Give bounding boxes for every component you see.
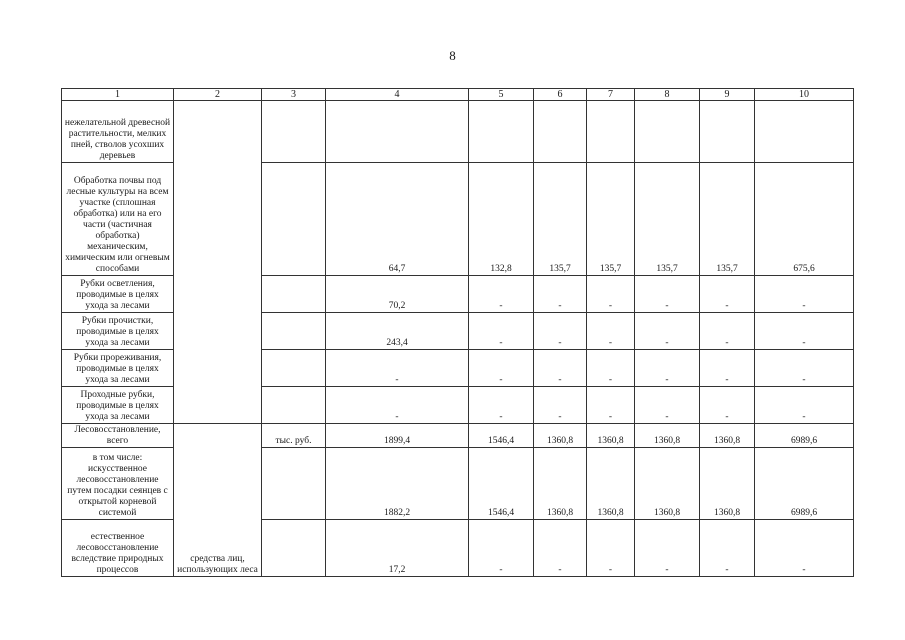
table-row (62, 424, 854, 448)
value-cell: - (469, 313, 534, 350)
value-cell: 1360,8 (587, 424, 635, 448)
row-name: Рубки прореживания, проводимые в целях ухода за лесами (62, 350, 174, 387)
source-cell: средства лиц, использующих леса (174, 424, 262, 577)
value-cell: - (534, 520, 587, 577)
value-cell: - (755, 313, 854, 350)
value-cell: 1360,8 (635, 448, 700, 520)
value-cell (326, 101, 469, 163)
unit-cell (262, 313, 326, 350)
value-cell: - (635, 276, 700, 313)
value-cell: - (700, 313, 755, 350)
value-cell: - (755, 387, 854, 424)
value-cell: 132,8 (469, 163, 534, 276)
page-number: 8 (449, 48, 456, 63)
value-cell: - (755, 350, 854, 387)
unit-cell (262, 387, 326, 424)
column-header: 4 (326, 89, 469, 101)
row-name: Рубки прочистки, проводимые в целях ухода за лесами (62, 313, 174, 350)
row-name: Обработка почвы под лесные культуры на всем участке (сплошная обработка) или на его части (частичная обработка) механическим, химическим или огневым способами (62, 163, 174, 276)
row-name: Лесовосстановление, всего (62, 424, 174, 448)
value-cell: - (587, 387, 635, 424)
value-cell: - (534, 313, 587, 350)
value-cell (587, 101, 635, 163)
row-name: Проходные рубки, проводимые в целях ухода за лесами (62, 387, 174, 424)
unit-cell (262, 350, 326, 387)
header-row (62, 89, 854, 101)
value-cell: 1899,4 (326, 424, 469, 448)
value-cell (635, 101, 700, 163)
column-header: 8 (635, 89, 700, 101)
row-name: Рубки осветления, проводимые в целях ухода за лесами (62, 276, 174, 313)
value-cell: 135,7 (534, 163, 587, 276)
value-cell: - (587, 520, 635, 577)
value-cell: - (700, 520, 755, 577)
value-cell: - (469, 350, 534, 387)
value-cell: 135,7 (700, 163, 755, 276)
value-cell: - (635, 520, 700, 577)
value-cell: - (587, 276, 635, 313)
value-cell: - (326, 350, 469, 387)
value-cell: 243,4 (326, 313, 469, 350)
data-table (61, 88, 854, 577)
value-cell: 1882,2 (326, 448, 469, 520)
value-cell: - (469, 520, 534, 577)
column-header: 10 (755, 89, 854, 101)
value-cell: 135,7 (587, 163, 635, 276)
value-cell: - (755, 276, 854, 313)
value-cell: 70,2 (326, 276, 469, 313)
value-cell: 1360,8 (534, 448, 587, 520)
value-cell: 1360,8 (587, 448, 635, 520)
unit-cell (262, 163, 326, 276)
column-header: 7 (587, 89, 635, 101)
row-name: в том числе: искусственное лесовосстановление путем посадки сеянцев с открытой корневой системой (62, 448, 174, 520)
value-cell: - (326, 387, 469, 424)
value-cell: - (534, 350, 587, 387)
value-cell (534, 101, 587, 163)
value-cell: - (635, 313, 700, 350)
value-cell: 135,7 (635, 163, 700, 276)
row-name: нежелательной древесной растительности, мелких пней, стволов усохших деревьев (62, 101, 174, 163)
unit-cell (262, 101, 326, 163)
value-cell: 675,6 (755, 163, 854, 276)
value-cell: - (635, 387, 700, 424)
column-header: 3 (262, 89, 326, 101)
unit-cell (262, 448, 326, 520)
value-cell: - (755, 520, 854, 577)
value-cell: 1546,4 (469, 448, 534, 520)
value-cell: - (469, 276, 534, 313)
value-cell: 1360,8 (635, 424, 700, 448)
value-cell: - (534, 276, 587, 313)
value-cell: 1546,4 (469, 424, 534, 448)
value-cell: - (587, 313, 635, 350)
value-cell: - (700, 387, 755, 424)
value-cell: - (635, 350, 700, 387)
column-header: 1 (62, 89, 174, 101)
value-cell (755, 101, 854, 163)
source-cell (174, 101, 262, 424)
column-header: 2 (174, 89, 262, 101)
value-cell: 6989,6 (755, 448, 854, 520)
row-name: естественное лесовосстановление вследствие природных процессов (62, 520, 174, 577)
value-cell: 1360,8 (700, 448, 755, 520)
value-cell: 1360,8 (700, 424, 755, 448)
value-cell (469, 101, 534, 163)
value-cell: - (700, 350, 755, 387)
value-cell: - (700, 276, 755, 313)
value-cell (700, 101, 755, 163)
column-header: 6 (534, 89, 587, 101)
value-cell: 6989,6 (755, 424, 854, 448)
unit-cell (262, 276, 326, 313)
column-header: 9 (700, 89, 755, 101)
value-cell: - (587, 350, 635, 387)
value-cell: 17,2 (326, 520, 469, 577)
value-cell: - (469, 387, 534, 424)
unit-cell: тыс. руб. (262, 424, 326, 448)
value-cell: - (534, 387, 587, 424)
value-cell: 1360,8 (534, 424, 587, 448)
value-cell: 64,7 (326, 163, 469, 276)
unit-cell (262, 520, 326, 577)
table-row (62, 101, 854, 163)
column-header: 5 (469, 89, 534, 101)
